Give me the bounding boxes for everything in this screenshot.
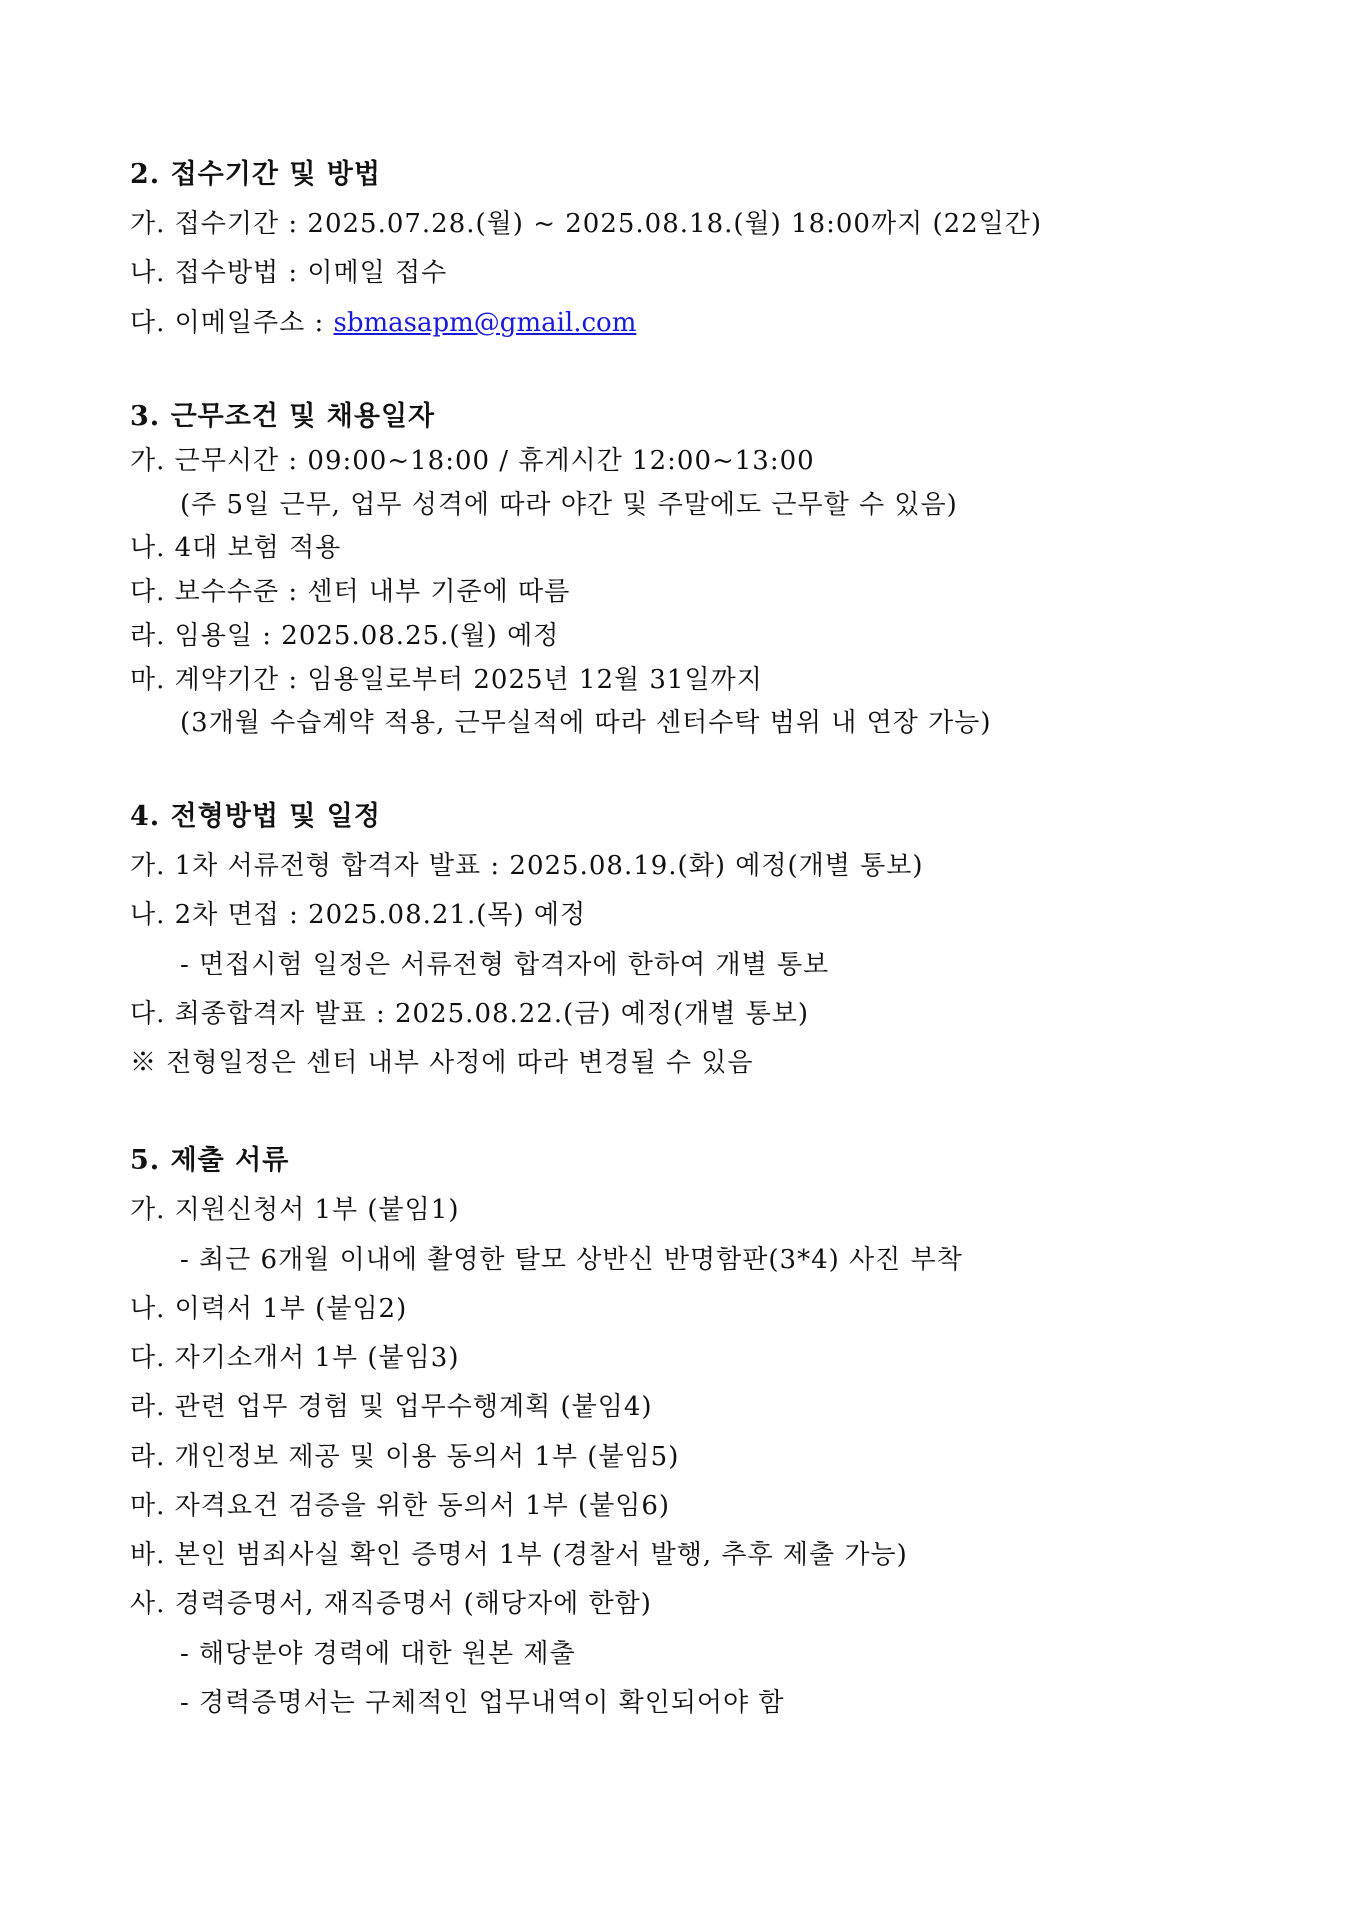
section-5-item-6: 마. 자격요건 검증을 위한 동의서 1부 (붙임6) xyxy=(130,1491,671,1521)
section-4-item-2-note: - 면접시험 일정은 서류전형 합격자에 한하여 개별 통보 xyxy=(180,950,830,980)
section-2-heading: 2. 접수기간 및 방법 xyxy=(130,159,381,190)
section-4-item-1: 가. 1차 서류전형 합격자 발표 : 2025.08.19.(화) 예정(개별 통보) xyxy=(130,851,924,881)
section-3-item-2: 나. 4대 보험 적용 xyxy=(130,533,342,563)
section-5-item-3: 다. 자기소개서 1부 (붙임3) xyxy=(130,1343,460,1373)
section-2-item-1: 가. 접수기간 : 2025.07.28.(월) ~ 2025.08.18.(월) 18:00까지 (22일간) xyxy=(130,209,1043,239)
section-5-heading: 5. 제출 서류 xyxy=(130,1145,290,1176)
section-5-item-1: 가. 지원신청서 1부 (붙임1) xyxy=(130,1195,460,1225)
section-5-item-8: 사. 경력증명서, 재직증명서 (해당자에 한함) xyxy=(130,1589,652,1619)
section-5-item-8-note-2: - 경력증명서는 구체적인 업무내역이 확인되어야 함 xyxy=(180,1688,785,1718)
section-2-item-2: 나. 접수방법 : 이메일 접수 xyxy=(130,258,448,288)
section-3-item-1: 가. 근무시간 : 09:00~18:00 / 휴게시간 12:00~13:00 xyxy=(130,446,815,476)
section-3-heading: 3. 근무조건 및 채용일자 xyxy=(130,401,436,432)
section-4-item-2: 나. 2차 면접 : 2025.08.21.(목) 예정 xyxy=(130,900,587,930)
section-4-heading: 4. 전형방법 및 일정 xyxy=(130,801,381,832)
section-5-item-1-note: - 최근 6개월 이내에 촬영한 탈모 상반신 반명함판(3*4) 사진 부착 xyxy=(180,1245,963,1275)
section-3-item-5-note: (3개월 수습계약 적용, 근무실적에 따라 센터수탁 범위 내 연장 가능) xyxy=(180,708,992,738)
section-5-item-5: 라. 개인정보 제공 및 이용 동의서 1부 (붙임5) xyxy=(130,1442,680,1472)
section-3-item-5: 마. 계약기간 : 임용일로부터 2025년 12월 31일까지 xyxy=(130,665,763,695)
section-5-item-2: 나. 이력서 1부 (붙임2) xyxy=(130,1294,408,1324)
section-4-notice: ※ 전형일정은 센터 내부 사정에 따라 변경될 수 있음 xyxy=(130,1048,754,1078)
section-3-item-1-note: (주 5일 근무, 업무 성격에 따라 야간 및 주말에도 근무할 수 있음) xyxy=(180,490,958,520)
section-3-item-4: 라. 임용일 : 2025.08.25.(월) 예정 xyxy=(130,621,560,651)
section-5-item-8-note-1: - 해당분야 경력에 대한 원본 제출 xyxy=(180,1639,576,1669)
section-5-item-4: 라. 관련 업무 경험 및 업무수행계획 (붙임4) xyxy=(130,1392,653,1422)
section-5-item-7: 바. 본인 범죄사실 확인 증명서 1부 (경찰서 발행, 추후 제출 가능) xyxy=(130,1540,908,1570)
section-3-item-3: 다. 보수수준 : 센터 내부 기준에 따름 xyxy=(130,577,571,607)
section-4-item-3: 다. 최종합격자 발표 : 2025.08.22.(금) 예정(개별 통보) xyxy=(130,999,810,1029)
email-link[interactable]: sbmasapm@gmail.com xyxy=(333,308,637,338)
email-label: 다. 이메일주소 : xyxy=(130,308,334,338)
section-2-email-line xyxy=(130,307,636,339)
